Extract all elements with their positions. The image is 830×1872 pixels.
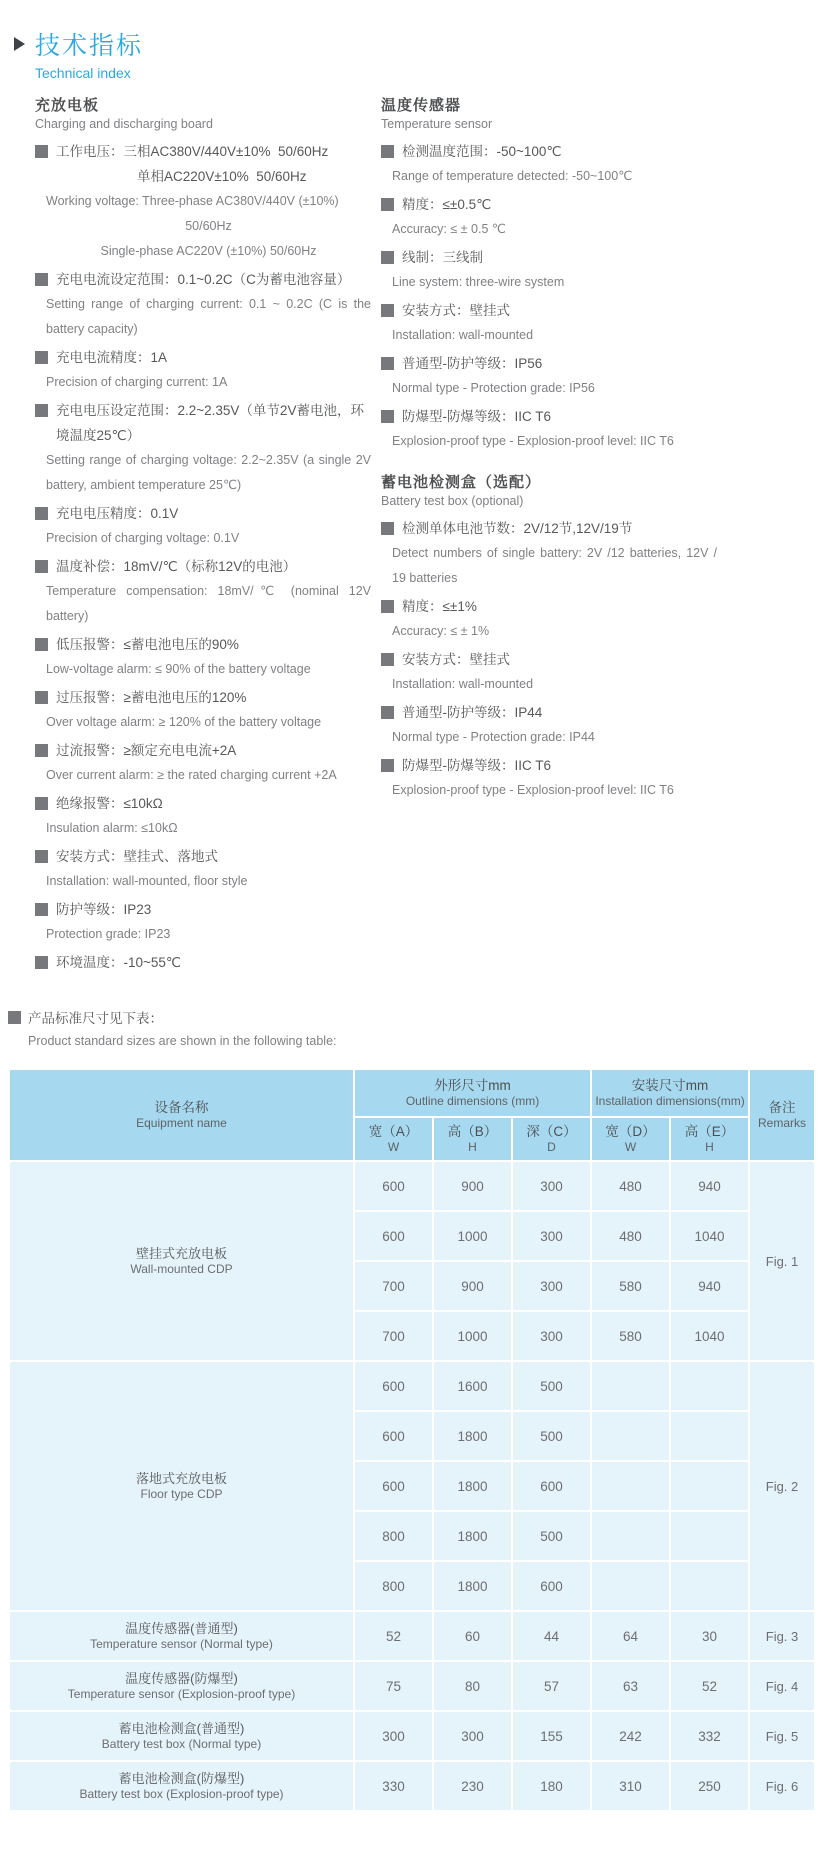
spec-text-zh-cont: 单相AC220V±10% 50/60Hz — [137, 169, 307, 184]
spec-line-zh — [35, 501, 371, 526]
section-heading-zh: 温度传感器 — [381, 97, 462, 114]
spec-item — [381, 700, 717, 750]
square-bullet-icon — [35, 638, 48, 651]
spec-text-zh: 绝缘报警：≤10kΩ — [56, 796, 163, 811]
square-bullet-icon — [35, 691, 48, 704]
equipment-name-cell — [9, 1611, 354, 1661]
table-row — [9, 1161, 815, 1211]
table-note-en: Product standard sizes are shown in the following table: — [28, 1034, 337, 1048]
left-column — [35, 97, 371, 978]
spec-line-zh — [35, 345, 371, 370]
spec-item — [381, 298, 717, 348]
spec-en-block — [35, 710, 371, 735]
spec-item — [381, 245, 717, 295]
col-subheader-H-en: H — [468, 1140, 477, 1154]
spec-line-zh — [381, 700, 717, 725]
spec-text-zh: 检测温度范围：-50~100℃ — [402, 144, 562, 159]
spec-item — [381, 647, 717, 697]
spec-en-block — [35, 579, 371, 629]
square-bullet-icon — [381, 145, 394, 158]
spec-item — [381, 594, 717, 644]
spec-line-zh — [381, 404, 717, 429]
spec-text-en: Over voltage alarm: ≥ 120% of the battery voltage — [46, 715, 322, 729]
title-block — [0, 0, 830, 81]
dimension-cell — [670, 1561, 749, 1611]
equipment-name-en: Battery test box (Explosion-proof type) — [79, 1787, 284, 1801]
spec-text-en: 50/60Hz — [185, 219, 232, 233]
square-bullet-icon — [35, 903, 48, 916]
spec-text-zh: 安装方式：壁挂式 — [402, 303, 510, 318]
dimension-cell: 600 — [354, 1211, 433, 1261]
col-subheader-H — [670, 1117, 749, 1161]
col-subheader-D-en: D — [547, 1140, 556, 1154]
spec-item — [381, 351, 717, 401]
square-bullet-icon — [35, 560, 48, 573]
section-heading-en: Charging and discharging board — [35, 117, 213, 131]
dimension-cell: 180 — [512, 1761, 591, 1811]
dimension-cell: 44 — [512, 1611, 591, 1661]
spec-item — [381, 753, 717, 803]
dimension-cell: 500 — [512, 1411, 591, 1461]
spec-text-en: Precision of charging voltage: 0.1V — [46, 531, 240, 545]
spec-en-block — [381, 164, 717, 189]
spec-text-zh: 充电电压设定范围：2.2~2.35V（单节2V蓄电池，环境温度25℃） — [56, 403, 364, 443]
dimension-cell: 600 — [354, 1161, 433, 1211]
spec-text-zh: 环境温度：-10~55℃ — [56, 955, 182, 970]
spec-line-zh — [35, 950, 371, 975]
spec-text-en: Normal type - Protection grade: IP56 — [392, 381, 595, 395]
spec-section — [381, 97, 717, 454]
spec-item — [35, 632, 371, 682]
spec-en-block — [381, 323, 717, 348]
spec-text-en: Accuracy: ≤ ± 1% — [392, 624, 490, 638]
col-subheader-H — [433, 1117, 512, 1161]
spec-line-zh — [35, 791, 371, 816]
dimension-cell: 63 — [591, 1661, 670, 1711]
spec-text-zh: 普通型-防护等级：IP44 — [402, 705, 543, 720]
table-row — [9, 1711, 815, 1761]
spec-text-en: Line system: three-wire system — [392, 275, 565, 289]
dimension-cell — [670, 1461, 749, 1511]
dimension-cell: 300 — [512, 1161, 591, 1211]
remark-cell: Fig. 6 — [749, 1761, 815, 1811]
dimension-cell — [670, 1411, 749, 1461]
spec-text-zh: 工作电压：三相AC380V/440V±10% 50/60Hz — [56, 144, 329, 159]
spec-en-block — [381, 270, 717, 295]
equipment-name-en: Temperature sensor (Explosion-proof type) — [67, 1687, 296, 1701]
dimension-cell: 600 — [354, 1411, 433, 1461]
spec-text-zh: 防护等级：IP23 — [56, 902, 152, 917]
table-header-row-1 — [9, 1069, 815, 1117]
spec-text-zh: 充电电压精度：0.1V — [56, 506, 179, 521]
col-header-outline-dimensions-en: Outline dimensions (mm) — [405, 1094, 540, 1108]
dimension-cell: 480 — [591, 1211, 670, 1261]
table-row — [9, 1611, 815, 1661]
dimension-cell: 1040 — [670, 1311, 749, 1361]
spec-item — [35, 791, 371, 841]
square-bullet-icon — [381, 410, 394, 423]
section-heading-en: Temperature sensor — [381, 117, 493, 131]
spec-en-block — [35, 189, 371, 264]
spec-text-zh: 安装方式：壁挂式 — [402, 652, 510, 667]
spec-item — [35, 738, 371, 788]
dimension-cell: 1800 — [433, 1461, 512, 1511]
spec-text-zh: 充电电流精度：1A — [56, 350, 168, 365]
spec-item — [35, 950, 371, 975]
square-bullet-icon — [35, 850, 48, 863]
square-bullet-icon — [35, 507, 48, 520]
spec-en-block — [35, 869, 371, 894]
equipment-name-cell — [9, 1761, 354, 1811]
square-bullet-icon — [381, 357, 394, 370]
col-header-equipment-en: Equipment name — [136, 1116, 227, 1130]
spec-text-en: Installation: wall-mounted — [392, 677, 534, 691]
dimension-cell — [591, 1511, 670, 1561]
square-bullet-icon — [35, 145, 48, 158]
table-note-zh — [8, 1008, 830, 1030]
square-bullet-icon — [381, 251, 394, 264]
dimension-cell: 600 — [354, 1361, 433, 1411]
spec-text-zh: 精度：≤±0.5℃ — [402, 197, 492, 212]
col-subheader-H-en: H — [705, 1140, 714, 1154]
dimension-cell — [591, 1561, 670, 1611]
equipment-name-zh: 温度传感器(普通型) — [125, 1621, 238, 1636]
dimension-cell: 1800 — [433, 1561, 512, 1611]
dimension-cell: 600 — [512, 1461, 591, 1511]
dimension-cell: 230 — [433, 1761, 512, 1811]
spec-en-block — [35, 526, 371, 551]
right-column — [381, 97, 717, 978]
spec-line-zh — [381, 753, 717, 778]
dimension-cell: 57 — [512, 1661, 591, 1711]
dimension-cell: 300 — [433, 1711, 512, 1761]
spec-text-zh: 低压报警：≤蓄电池电压的90% — [56, 637, 239, 652]
spec-en-block — [381, 619, 717, 644]
dimension-cell: 300 — [354, 1711, 433, 1761]
spec-text-en: Explosion-proof type - Explosion-proof level: IIC T6 — [392, 783, 674, 797]
remark-cell: Fig. 3 — [749, 1611, 815, 1661]
spec-text-zh: 充电电流设定范围：0.1~0.2C（C为蓄电池容量） — [56, 272, 351, 287]
spec-item — [35, 345, 371, 395]
col-header-remarks — [749, 1069, 815, 1161]
square-bullet-icon — [35, 956, 48, 969]
spec-text-zh: 过压报警：≥蓄电池电压的120% — [56, 690, 247, 705]
square-bullet-icon — [35, 351, 48, 364]
dimension-cell: 480 — [591, 1161, 670, 1211]
dimension-cell: 700 — [354, 1261, 433, 1311]
remark-cell: Fig. 4 — [749, 1661, 815, 1711]
spec-item — [35, 139, 371, 264]
col-header-remarks-en: Remarks — [758, 1116, 807, 1130]
spec-en-block — [381, 429, 717, 454]
equipment-name-en: Wall-mounted CDP — [130, 1262, 233, 1276]
spec-line-zh — [381, 139, 717, 164]
dimension-cell: 700 — [354, 1311, 433, 1361]
dimension-cell: 75 — [354, 1661, 433, 1711]
spec-line-zh — [35, 897, 371, 922]
spec-en-block — [35, 816, 371, 841]
dimension-cell: 64 — [591, 1611, 670, 1661]
col-header-installation-dimensions-en: Installation dimensions(mm) — [595, 1094, 745, 1108]
spec-text-en: Low-voltage alarm: ≤ 90% of the battery voltage — [46, 662, 311, 676]
spec-text-en: Setting range of charging voltage: 2.2~2.35V (a single 2V battery, ambient temperature 25℃) — [46, 453, 371, 492]
spec-text-en: Range of temperature detected: -50~100℃ — [392, 169, 633, 183]
spec-item — [381, 516, 717, 591]
spec-line-zh — [35, 398, 371, 448]
dimension-cell: 330 — [354, 1761, 433, 1811]
spec-text-en: Over current alarm: ≥ the rated charging current +2A — [46, 768, 337, 782]
spec-line-zh — [381, 594, 717, 619]
col-header-outline-dimensions-zh: 外形尺寸mm — [434, 1078, 511, 1093]
col-header-equipment — [9, 1069, 354, 1161]
dimension-cell: 80 — [433, 1661, 512, 1711]
spec-text-en: Insulation alarm: ≤10kΩ — [46, 821, 178, 835]
spec-en-block — [381, 376, 717, 401]
equipment-name-zh: 蓄电池检测盒(普通型) — [118, 1721, 245, 1736]
table-head — [9, 1069, 815, 1161]
dimension-cell: 52 — [670, 1661, 749, 1711]
dimension-cell: 800 — [354, 1561, 433, 1611]
square-bullet-icon — [381, 304, 394, 317]
spec-text-zh: 安装方式：壁挂式、落地式 — [56, 849, 218, 864]
spec-line-zh — [381, 298, 717, 323]
remark-cell: Fig. 5 — [749, 1711, 815, 1761]
dimension-cell — [591, 1461, 670, 1511]
spec-line-zh — [35, 139, 371, 164]
table-body — [9, 1161, 815, 1811]
spec-text-en: Protection grade: IP23 — [46, 927, 171, 941]
spec-text-en: Single-phase AC220V (±10%) 50/60Hz — [100, 244, 317, 258]
table-row — [9, 1761, 815, 1811]
spec-section — [35, 97, 371, 975]
dimension-cell: 310 — [591, 1761, 670, 1811]
spec-text-en: Working voltage: Three-phase AC380V/440V (±10%) — [46, 194, 339, 208]
spec-text-en: Normal type - Protection grade: IP44 — [392, 730, 595, 744]
dimension-cell: 1800 — [433, 1511, 512, 1561]
section-heading-zh: 蓄电池检测盒（选配） — [381, 474, 542, 491]
equipment-name-cell — [9, 1661, 354, 1711]
section-heading-en: Battery test box (optional) — [381, 494, 524, 508]
col-subheader-W-zh: 宽（D） — [605, 1124, 656, 1139]
section-heading-zh: 充放电板 — [35, 97, 100, 114]
spec-line-zh — [35, 632, 371, 657]
dimension-cell: 60 — [433, 1611, 512, 1661]
spec-text-zh: 精度：≤±1% — [402, 599, 477, 614]
dimension-cell: 1000 — [433, 1211, 512, 1261]
dimension-cell: 300 — [512, 1261, 591, 1311]
spec-en-block — [35, 922, 371, 947]
spec-text-en: Installation: wall-mounted — [392, 328, 534, 342]
spec-en-block — [381, 217, 717, 242]
spec-text-zh: 防爆型-防爆等级：IIC T6 — [402, 758, 552, 773]
col-header-outline-dimensions — [354, 1069, 591, 1117]
remark-cell: Fig. 2 — [749, 1361, 815, 1611]
spec-item — [35, 398, 371, 498]
play-triangle-icon — [14, 37, 25, 51]
dimension-cell: 940 — [670, 1161, 749, 1211]
page-title: 技术指标 — [35, 32, 144, 60]
spec-line-zh — [35, 554, 371, 579]
spec-text-en: Setting range of charging current: 0.1 ~ 0.2C (C is the battery capacity) — [46, 297, 371, 336]
table-note — [8, 1008, 830, 1052]
spec-en-block — [35, 448, 371, 498]
dimension-cell: 30 — [670, 1611, 749, 1661]
equipment-name-zh: 蓄电池检测盒(防爆型) — [118, 1771, 245, 1786]
dimension-cell: 600 — [512, 1561, 591, 1611]
square-bullet-icon — [381, 706, 394, 719]
col-subheader-W — [354, 1117, 433, 1161]
square-bullet-icon — [8, 1011, 21, 1024]
spec-line-zh — [381, 245, 717, 270]
table-row — [9, 1661, 815, 1711]
spec-item — [35, 267, 371, 342]
spec-en-block — [381, 778, 717, 803]
spec-item — [35, 685, 371, 735]
spec-text-en: Temperature compensation: 18mV/℃ (nominal 12V battery) — [46, 584, 371, 623]
col-header-installation-dimensions — [591, 1069, 749, 1117]
table-row — [9, 1361, 815, 1411]
dimension-cell: 500 — [512, 1361, 591, 1411]
spec-columns — [0, 81, 830, 978]
size-table — [8, 1068, 816, 1812]
square-bullet-icon — [381, 522, 394, 535]
dimension-cell: 300 — [512, 1211, 591, 1261]
spec-line-zh — [35, 844, 371, 869]
dimension-cell: 332 — [670, 1711, 749, 1761]
col-subheader-H-zh: 高（B） — [447, 1124, 498, 1139]
spec-item — [35, 501, 371, 551]
dimension-cell — [670, 1511, 749, 1561]
dimension-cell: 1040 — [670, 1211, 749, 1261]
col-subheader-W-en: W — [387, 1140, 400, 1154]
spec-text-zh: 防爆型-防爆等级：IIC T6 — [402, 409, 552, 424]
spec-line-zh — [35, 738, 371, 763]
square-bullet-icon — [381, 600, 394, 613]
spec-line-zh — [381, 647, 717, 672]
page-subtitle: Technical index — [35, 65, 131, 81]
equipment-name-cell — [9, 1161, 354, 1361]
spec-section — [381, 474, 717, 803]
spec-text-en: Installation: wall-mounted, floor style — [46, 874, 248, 888]
title-row — [14, 26, 830, 62]
square-bullet-icon — [381, 653, 394, 666]
spec-en-block — [381, 672, 717, 697]
dimension-cell: 155 — [512, 1711, 591, 1761]
spec-text-en: Accuracy: ≤ ± 0.5 ℃ — [392, 222, 506, 236]
dimension-cell: 1600 — [433, 1361, 512, 1411]
dimension-cell: 52 — [354, 1611, 433, 1661]
spec-item — [35, 844, 371, 894]
square-bullet-icon — [381, 759, 394, 772]
dimension-cell: 500 — [512, 1511, 591, 1561]
spec-line-zh — [381, 192, 717, 217]
col-subheader-H-zh: 高（E） — [684, 1124, 735, 1139]
square-bullet-icon — [35, 273, 48, 286]
spec-text-zh: 温度补偿：18mV/℃（标称12V的电池） — [56, 559, 297, 574]
spec-item — [381, 192, 717, 242]
spec-en-block — [35, 763, 371, 788]
col-subheader-W-en: W — [624, 1140, 637, 1154]
spec-en-block — [381, 541, 717, 591]
square-bullet-icon — [35, 404, 48, 417]
spec-en-block — [381, 725, 717, 750]
spec-en-block — [35, 657, 371, 682]
dimension-cell: 600 — [354, 1461, 433, 1511]
equipment-name-cell — [9, 1361, 354, 1611]
dimension-cell — [670, 1361, 749, 1411]
dimension-cell: 580 — [591, 1261, 670, 1311]
square-bullet-icon — [35, 797, 48, 810]
spec-text-zh: 线制：三线制 — [402, 250, 483, 265]
dimension-cell: 900 — [433, 1161, 512, 1211]
remark-cell: Fig. 1 — [749, 1161, 815, 1361]
spec-en-block — [35, 370, 371, 395]
dimension-cell: 250 — [670, 1761, 749, 1811]
spec-text-zh: 检测单体电池节数：2V/12节,12V/19节 — [402, 521, 633, 536]
col-subheader-W-zh: 宽（A） — [368, 1124, 419, 1139]
equipment-name-en: Battery test box (Normal type) — [101, 1737, 262, 1751]
dimension-cell: 1800 — [433, 1411, 512, 1461]
dimension-cell: 940 — [670, 1261, 749, 1311]
col-subheader-D-zh: 深（C） — [526, 1124, 577, 1139]
dimension-cell — [591, 1411, 670, 1461]
equipment-name-en: Floor type CDP — [140, 1487, 223, 1501]
equipment-name-cell — [9, 1711, 354, 1761]
spec-text-en: Detect numbers of single battery: 2V /12 batteries, 12V / 19 batteries — [392, 546, 717, 585]
spec-text-zh: 普通型-防护等级：IP56 — [402, 356, 543, 371]
spec-line-zh — [35, 267, 371, 292]
dimension-cell: 580 — [591, 1311, 670, 1361]
spec-line-zh — [381, 516, 717, 541]
square-bullet-icon — [381, 198, 394, 211]
equipment-name-zh: 落地式充放电板 — [135, 1471, 227, 1486]
equipment-name-zh: 温度传感器(防爆型) — [125, 1671, 238, 1686]
spec-text-en: Precision of charging current: 1A — [46, 375, 228, 389]
equipment-name-en: Temperature sensor (Normal type) — [90, 1637, 273, 1651]
size-table-wrap — [8, 1068, 830, 1812]
dimension-cell: 242 — [591, 1711, 670, 1761]
col-header-equipment-zh: 设备名称 — [154, 1100, 209, 1115]
spec-line-zh — [35, 685, 371, 710]
spec-item — [35, 897, 371, 947]
equipment-name-zh: 壁挂式充放电板 — [135, 1246, 227, 1261]
table-note-zh-text: 产品标准尺寸见下表： — [28, 1011, 163, 1026]
spec-item — [381, 139, 717, 189]
dimension-cell: 800 — [354, 1511, 433, 1561]
col-subheader-W — [591, 1117, 670, 1161]
dimension-cell: 1000 — [433, 1311, 512, 1361]
dimension-cell: 900 — [433, 1261, 512, 1311]
square-bullet-icon — [35, 744, 48, 757]
spec-en-block — [35, 292, 371, 342]
dimension-cell: 300 — [512, 1311, 591, 1361]
dimension-cell — [591, 1361, 670, 1411]
spec-item — [381, 404, 717, 454]
spec-line-zh — [381, 351, 717, 376]
spec-item — [35, 554, 371, 629]
spec-text-en: Explosion-proof type - Explosion-proof level: IIC T6 — [392, 434, 674, 448]
col-subheader-D — [512, 1117, 591, 1161]
col-header-remarks-zh: 备注 — [768, 1100, 796, 1115]
spec-text-zh: 过流报警：≥额定充电电流+2A — [56, 743, 237, 758]
col-header-installation-dimensions-zh: 安装尺寸mm — [631, 1078, 709, 1093]
